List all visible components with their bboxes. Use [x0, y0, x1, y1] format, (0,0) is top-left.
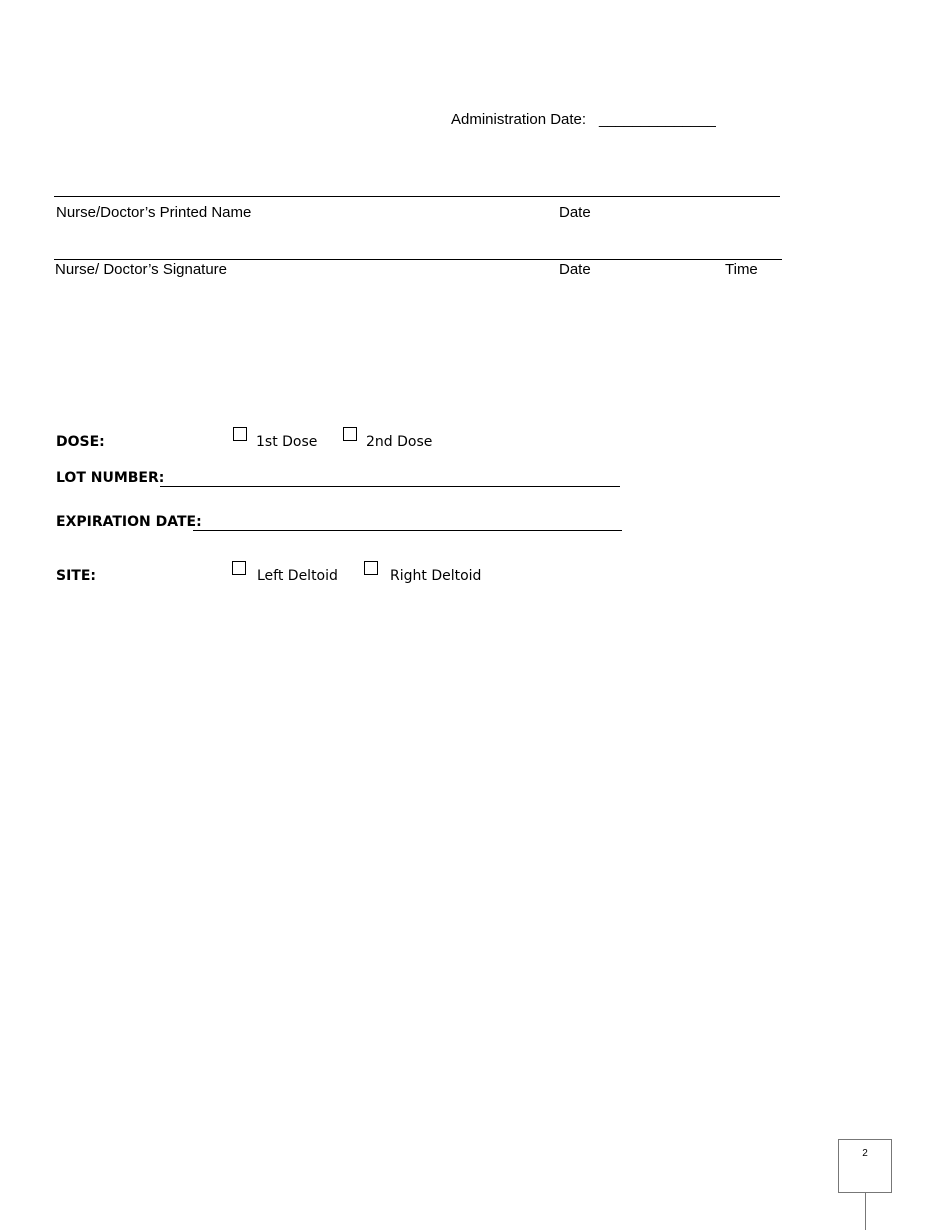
printed-name-date-label: Date — [559, 204, 591, 221]
site-label: SITE: — [56, 568, 97, 584]
signature-date-label: Date — [559, 261, 591, 278]
signature-line[interactable] — [54, 259, 782, 260]
page-number: 2 — [862, 1148, 868, 1159]
administration-date-field[interactable]: ______________ — [599, 111, 716, 128]
second-dose-label: 2nd Dose — [366, 434, 433, 450]
page-number-stem — [865, 1193, 866, 1230]
signature-time-label: Time — [725, 261, 758, 278]
left-deltoid-label: Left Deltoid — [257, 568, 338, 584]
printed-name-label: Nurse/Doctor’s Printed Name — [56, 204, 252, 221]
right-deltoid-checkbox[interactable] — [364, 561, 378, 575]
dose-label: DOSE: — [56, 434, 105, 450]
printed-name-line[interactable] — [54, 196, 780, 197]
lot-number-label: LOT NUMBER: — [56, 470, 165, 486]
administration-date-label: Administration Date: — [451, 111, 587, 128]
signature-label: Nurse/ Doctor’s Signature — [55, 261, 228, 278]
second-dose-checkbox[interactable] — [343, 427, 357, 441]
lot-number-field[interactable] — [160, 486, 620, 487]
expiration-date-field[interactable] — [193, 530, 622, 531]
first-dose-label: 1st Dose — [256, 434, 318, 450]
page-number-box — [838, 1139, 892, 1193]
first-dose-checkbox[interactable] — [233, 427, 247, 441]
left-deltoid-checkbox[interactable] — [232, 561, 246, 575]
right-deltoid-label: Right Deltoid — [390, 568, 482, 584]
expiration-date-label: EXPIRATION DATE: — [56, 514, 202, 530]
